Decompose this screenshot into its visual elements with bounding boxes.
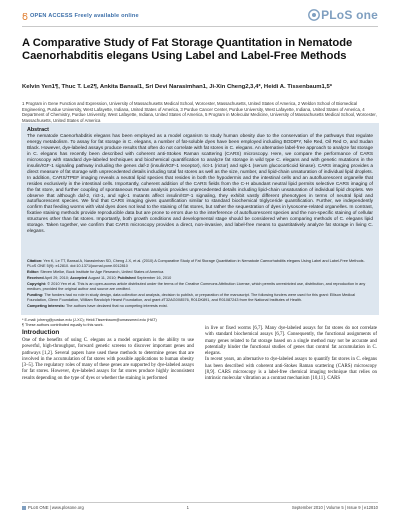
- email-link[interactable]: jcheng@purdue.edu (J-XC); Heidi.Tissenbaum@umassmed.edu (HAT): [37, 318, 157, 322]
- plos-footer-icon: [22, 506, 26, 510]
- open-lock-icon: [22, 13, 28, 20]
- plos-logo-icon: [308, 9, 320, 21]
- funding-line: Funding: The funders had no role in study design, data collection and analysis, decision to publish, or preparation of the manuscript. The following funders were used for this grant: Ellison Medical Foundation, Glenn Foundation, William Randolph Hearst Foundation, and grant #T32AG0X8576, R01DK891, and R01087243 from the National Institutes of Health.: [27, 293, 356, 302]
- intro-left-column: One of the benefits of using C. elegans as a model organism is the ability to use powerful, high-throughput, forward genetic screens to discover important genes and pathways [1,2]. Several papers have used these methods to determine genes that are involved in the accumulation of fat stores with possible applications to human obesity [3–5]. The regulatory roles of many of these genes are supported by dye-labeled assays for fat stores. However, dye-labeled assays for fat stores produce highly inconsistent results depending on the type of dyes or whether the staining is performed: [22, 338, 194, 381]
- footer-journal-url[interactable]: PLoS ONE | www.plosone.org: [28, 505, 84, 510]
- editor-line: Editor: Steven Mielke, Buck Institute for Age Research, United States of America: [27, 270, 164, 274]
- header-divider: [22, 26, 378, 27]
- introduction-heading: Introduction: [22, 329, 60, 336]
- abstract-box: [21, 123, 379, 315]
- page-footer: [22, 505, 378, 510]
- footer-journal: [22, 505, 84, 510]
- dates-line: Received April 29, 2010; Accepted August 11, 2010; Published September 16, 2010: [27, 276, 172, 280]
- footer-issue: September 2010 | Volume 5 | Issue 9 | e12810: [291, 505, 378, 510]
- plos-one-logo: [308, 8, 378, 22]
- affiliations: 1 Program in Gene Function and Expression, University of Massachusetts Medical School, Worcester, Massachusetts, United States of America, 2 Weldon School of Biomedical Engineering, Purdue University, West Lafayette, Indiana, United States of America, 3 Purdue Cancer Center, Purdue University, West Lafayette, Indiana, United States of America, 4 Department of Chemistry, Purdue University, West Lafayette, Indiana, United States of America, 5 Program in Molecular Medicine, University of Massachusetts Medical School, Worcester, Massachusetts, United States of America: [22, 101, 377, 123]
- copyright-line: Copyright: © 2010 Yen et al. This is an open-access article distributed under the terms of the Creative Commons Attribution License, which permits unrestricted use, distribution, and reproduction in any medium, provided the original author and source are credited.: [27, 282, 366, 291]
- footer-divider: [22, 502, 378, 503]
- abstract-body: The nematode Caenorhabditis elegans has been employed as a model organism to study human obesity due to the conservation of the pathways that regulate energy metabolism. To assay for fat storage in C. elegans, a number of fat-soluble dyes have been employed including BODIPY, Nile Red, Oil Red O, and Sudan Black. However, dye-labeled assays produce results that often do not correlate with fat stores in C. elegans. An alternative label-free approach to analyze fat storage in C. elegans has recently been described with coherent anti-Stokes Raman scattering (CARS) microscopy. Here, we compare the performance of CARS microscopy with standard dye-labeled techniques and biochemical quantification to analyze fat storage in wild type C. elegans and with genetic mutations in the insulin/IGF-1 signaling pathway including the genes daf-2 (insulin/IGF-1 receptor), rict-1 (rictor) and sgk-1 (serum glucocorticoid kinase). CARS imaging provides a direct measure of fat storage with unprecedented details including total fat stores as well as the size, number, and lipid-chain unsaturation of individual lipid droplets. In addition, CARS/TPEF imaging reveals a neutral lipid species that resides in both the hypodermis and the intestinal cells and an autofluorescent organelle that resides exclusively in the intestinal cells. Importantly, coherent addition of the CARS fields from the C-H abundant neutral lipid permits selective CARS imaging of the fat store, and further coupling of spontaneous Raman analysis provides unprecedented details including lipid-chain unsaturation of individual lipid droplets. We observe that although daf-2, rict-1, and sgk-1 mutants affect insulin/IGF-1 signaling, they exhibit vastly different phenotypes in terms of neutral lipid and autofluorescent species. We find that CARS imaging gives quantification similar to standard biochemical triglyceride quantification. Further, we independently confirm that feeding worms with vital dyes does not lead to the staining of fat stores, but rather the sequestration of dyes in lysosome-related organelles. In contrast, fixative staining methods provide reproducible data but are prone to errors due to the interference of autofluorescent species and the non-specific staining of cellular structures other than fat stores. Importantly, both growth conditions and developmental stage should be considered when comparing methods of C. elegans lipid storage. Taken together, we confirm that CARS microscopy provides a direct, non-invasive, and label-free means to quantitatively analyze fat storage in living C. elegans.: [27, 134, 373, 235]
- open-access-badge: [22, 12, 139, 20]
- abstract-heading: Abstract: [27, 127, 49, 133]
- equal-contribution-note: ¶ These authors contributed equally to this work.: [22, 322, 104, 327]
- open-access-label: OPEN ACCESS Freely available online: [30, 13, 139, 19]
- page-number: 1: [186, 505, 189, 510]
- author-list: Kelvin Yen1¶, Thuc T. Le2¶, Ankita Bansal1, Sri Devi Narasimhan1, Ji-Xin Cheng2,3,4*, Heidi A. Tissenbaum1,5*: [22, 84, 333, 90]
- citation-line: Citation: Yen K, Le TT, Bansal A, Narasimhan SD, Cheng J-X, et al. (2010) A Comparative Study of Fat Storage Quantitation in Nematode Caenorhabditis elegans Using Label and Label-Free Methods. PLoS ONE 5(9): e12810. doi:10.1371/journal.pone.0012810: [27, 259, 365, 268]
- article-title: A Comparative Study of Fat Storage Quantitation in Nematode Caenorhabditis elegans Using Label and Label-Free Methods: [22, 37, 353, 62]
- competing-interests-line: Competing Interests: The authors have declared that no competing interests exist.: [27, 304, 168, 308]
- intro-right-column: in live or fixed worms [6,7]. Many dye-labeled assays for fat stores do not correlate with standard biochemical assays [6,7]. Consequently, the functional assignments of many genes related to fat storage based on a single method may not be accurate and potentially hinder the functional studies of genes that control fat accumulation in C. elegans. In recent years, an alternative to dye-labeled assays to quantify fat stores in C. elegans has been described with coherent anti-Stokes Raman scattering (CARS) microscopy [8,9]. CARS microscopy is a label-free chemical imaging technique that relies on intrinsic molecular vibration as a contrast mechanism [10,11]. CARS: [205, 326, 377, 381]
- email-line: * E-mail: jcheng@purdue.edu (J-XC); Heidi.Tissenbaum@umassmed.edu (HAT): [22, 318, 157, 322]
- journal-logo-text: PLoS one: [321, 8, 378, 22]
